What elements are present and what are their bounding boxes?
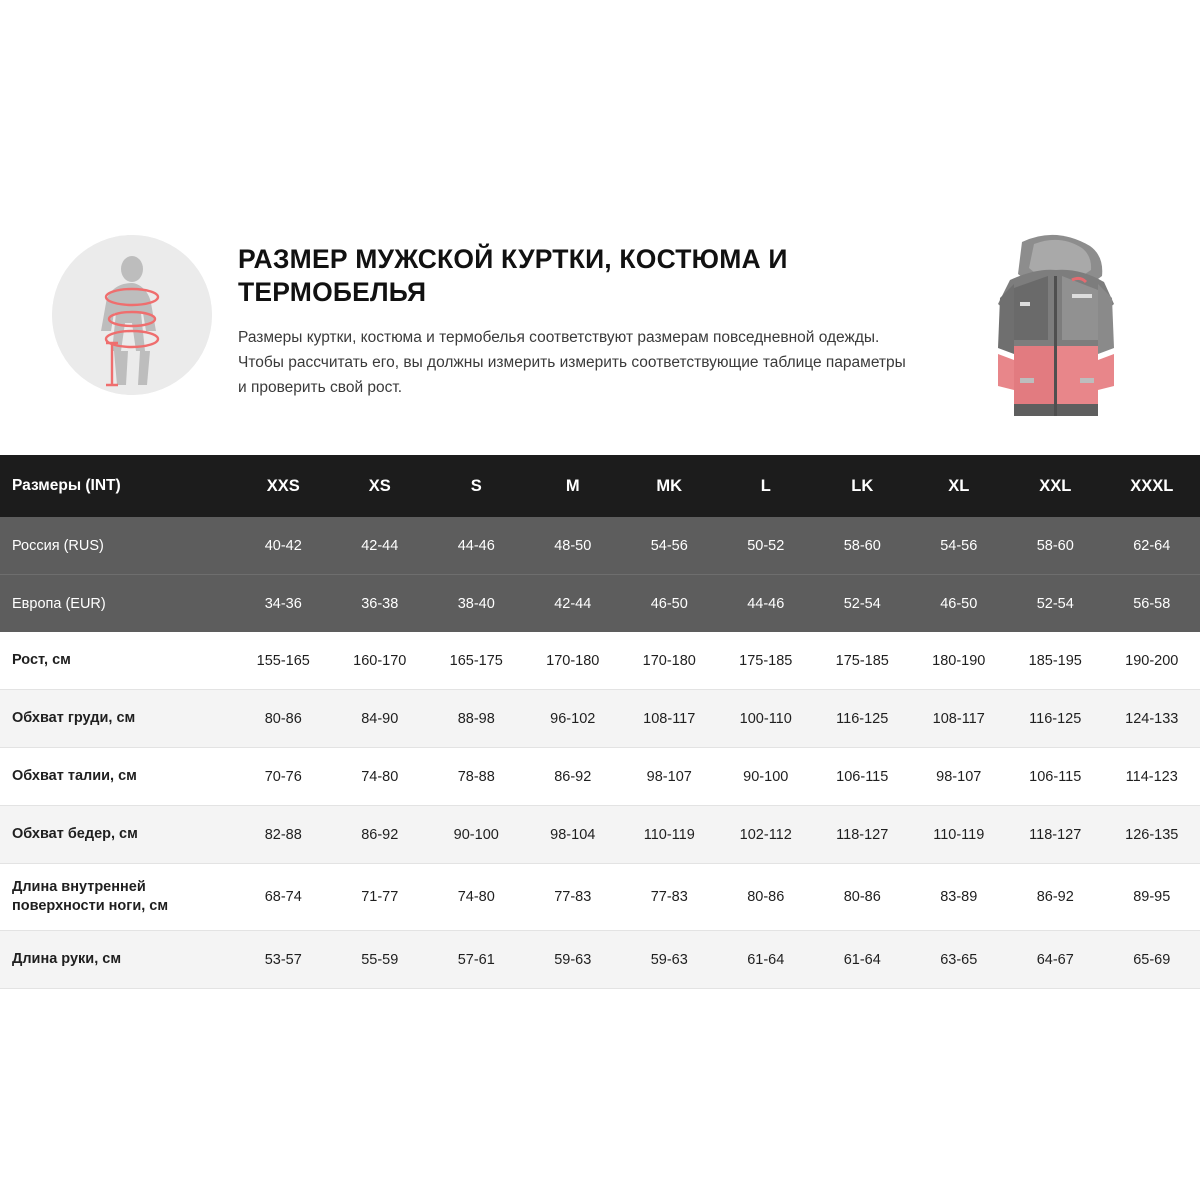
table-cell: 36-38 [332, 575, 429, 633]
table-cell: 55-59 [332, 931, 429, 989]
column-header-size: MK [621, 455, 718, 517]
table-cell: 59-63 [621, 931, 718, 989]
header-section [0, 0, 1200, 455]
table-cell: 57-61 [428, 931, 525, 989]
table-cell: 90-100 [428, 806, 525, 864]
column-header-size: XXXL [1104, 455, 1200, 517]
column-header-size: L [718, 455, 815, 517]
table-cell: 80-86 [814, 864, 911, 931]
row-label: Длина внутренней поверхности ноги, см [0, 864, 235, 931]
table-cell: 68-74 [235, 864, 332, 931]
table-row [0, 575, 1200, 633]
table-cell: 59-63 [525, 931, 622, 989]
table-cell: 61-64 [814, 931, 911, 989]
table-cell: 170-180 [525, 632, 622, 690]
table-cell: 175-185 [814, 632, 911, 690]
table-cell: 64-67 [1007, 931, 1104, 989]
table-cell: 44-46 [428, 517, 525, 575]
table-cell: 84-90 [332, 690, 429, 748]
table-cell: 52-54 [1007, 575, 1104, 633]
table-cell: 48-50 [525, 517, 622, 575]
page-title: РАЗМЕР МУЖСКОЙ КУРТКИ, КОСТЮМА И ТЕРМОБЕЛЬЯ [238, 244, 788, 307]
table-cell: 50-52 [718, 517, 815, 575]
table-cell: 102-112 [718, 806, 815, 864]
table-cell: 116-125 [814, 690, 911, 748]
table-cell: 80-86 [235, 690, 332, 748]
table-cell: 160-170 [332, 632, 429, 690]
table-row [0, 632, 1200, 690]
column-header-size: XXS [235, 455, 332, 517]
table-cell: 52-54 [814, 575, 911, 633]
table-cell: 42-44 [525, 575, 622, 633]
table-cell: 46-50 [621, 575, 718, 633]
table-cell: 58-60 [814, 517, 911, 575]
column-header-size: M [525, 455, 622, 517]
table-cell: 58-60 [1007, 517, 1104, 575]
table-cell: 54-56 [621, 517, 718, 575]
table-cell: 106-115 [1007, 748, 1104, 806]
table-cell: 88-98 [428, 690, 525, 748]
table-cell: 78-88 [428, 748, 525, 806]
table-cell: 118-127 [1007, 806, 1104, 864]
table-cell: 98-104 [525, 806, 622, 864]
table-cell: 175-185 [718, 632, 815, 690]
table-cell: 96-102 [525, 690, 622, 748]
table-cell: 185-195 [1007, 632, 1104, 690]
table-cell: 190-200 [1104, 632, 1200, 690]
table-cell: 53-57 [235, 931, 332, 989]
table-cell: 110-119 [621, 806, 718, 864]
table-cell: 63-65 [911, 931, 1008, 989]
table-cell: 116-125 [1007, 690, 1104, 748]
table-cell: 170-180 [621, 632, 718, 690]
table-cell: 155-165 [235, 632, 332, 690]
table-cell: 90-100 [718, 748, 815, 806]
table-row [0, 931, 1200, 989]
table-cell: 65-69 [1104, 931, 1200, 989]
table-row [0, 690, 1200, 748]
table-row [0, 864, 1200, 931]
row-label: Рост, см [0, 632, 235, 690]
table-cell: 110-119 [911, 806, 1008, 864]
table-cell: 56-58 [1104, 575, 1200, 633]
title-block [238, 243, 928, 400]
table-cell: 82-88 [235, 806, 332, 864]
page-description: Размеры куртки, костюма и термобелья соответствуют размерам повседневной одежды. Чтобы рассчитать его, вы должны измерить измерить соответствующие таблице параметры и проверить свой рост. [238, 328, 906, 396]
table-cell: 98-107 [621, 748, 718, 806]
table-cell: 124-133 [1104, 690, 1200, 748]
table-cell: 83-89 [911, 864, 1008, 931]
table-cell: 77-83 [621, 864, 718, 931]
table-cell: 77-83 [525, 864, 622, 931]
row-label: Обхват талии, см [0, 748, 235, 806]
table-cell: 40-42 [235, 517, 332, 575]
table-cell: 108-117 [911, 690, 1008, 748]
table-cell: 86-92 [525, 748, 622, 806]
table-cell: 61-64 [718, 931, 815, 989]
table-cell: 80-86 [718, 864, 815, 931]
table-cell: 34-36 [235, 575, 332, 633]
table-cell: 54-56 [911, 517, 1008, 575]
column-header-size: S [428, 455, 525, 517]
table-cell: 118-127 [814, 806, 911, 864]
row-label: Европа (EUR) [0, 575, 235, 633]
table-cell: 98-107 [911, 748, 1008, 806]
table-cell: 74-80 [332, 748, 429, 806]
table-cell: 70-76 [235, 748, 332, 806]
table-cell: 74-80 [428, 864, 525, 931]
table-cell: 46-50 [911, 575, 1008, 633]
table-row [0, 517, 1200, 575]
table-cell: 42-44 [332, 517, 429, 575]
body-measurement-icon [52, 235, 212, 395]
table-cell: 62-64 [1104, 517, 1200, 575]
table-cell: 86-92 [332, 806, 429, 864]
row-label: Длина руки, см [0, 931, 235, 989]
row-label: Россия (RUS) [0, 517, 235, 575]
table-cell: 100-110 [718, 690, 815, 748]
table-row [0, 806, 1200, 864]
table-cell: 180-190 [911, 632, 1008, 690]
column-header-size: XXL [1007, 455, 1104, 517]
table-cell: 114-123 [1104, 748, 1200, 806]
size-chart-table [0, 455, 1200, 989]
row-label: Обхват груди, см [0, 690, 235, 748]
jacket-photo [976, 228, 1136, 460]
table-cell: 71-77 [332, 864, 429, 931]
table-header-row [0, 455, 1200, 517]
column-header-size: XS [332, 455, 429, 517]
table-cell: 86-92 [1007, 864, 1104, 931]
table-cell: 38-40 [428, 575, 525, 633]
column-header-size: XL [911, 455, 1008, 517]
table-cell: 126-135 [1104, 806, 1200, 864]
row-label: Обхват бедер, см [0, 806, 235, 864]
table-cell: 108-117 [621, 690, 718, 748]
table-cell: 89-95 [1104, 864, 1200, 931]
table-row [0, 748, 1200, 806]
column-header-int: Размеры (INT) [0, 455, 235, 517]
column-header-size: LK [814, 455, 911, 517]
table-cell: 106-115 [814, 748, 911, 806]
table-cell: 44-46 [718, 575, 815, 633]
table-cell: 165-175 [428, 632, 525, 690]
